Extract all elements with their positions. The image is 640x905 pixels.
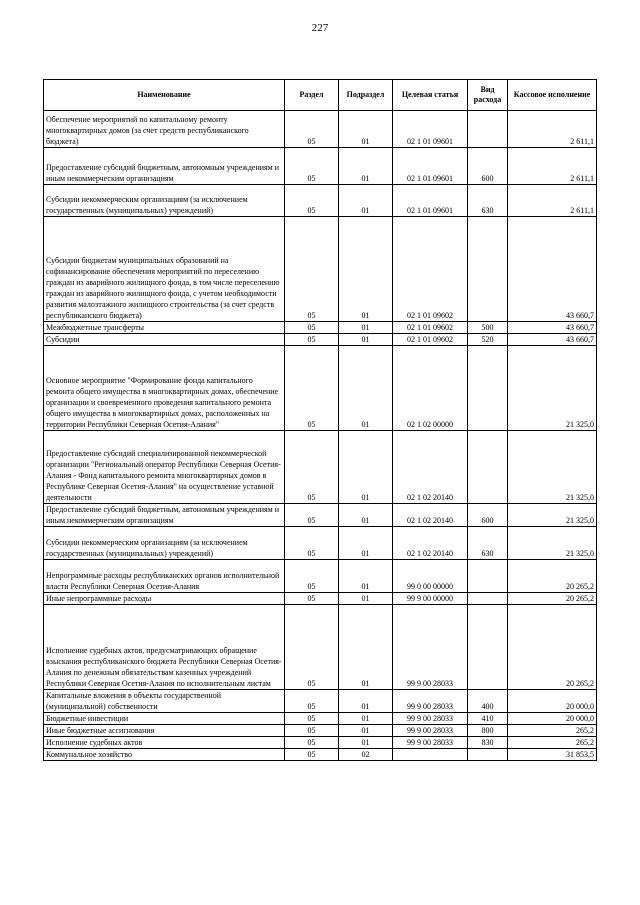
table-row	[44, 431, 597, 504]
cell-expense-kind: 830	[468, 737, 508, 749]
table-row	[44, 737, 597, 749]
table-row	[44, 713, 597, 725]
table-header-row	[44, 80, 597, 111]
cell-cash-execution: 20 000,0	[508, 690, 597, 713]
table-row	[44, 322, 597, 334]
cell-subsection: 01	[339, 334, 393, 346]
cell-section: 05	[285, 749, 339, 761]
cell-cash-execution: 43 660,7	[508, 217, 597, 322]
cell-subsection: 01	[339, 346, 393, 431]
cell-target-article	[393, 749, 468, 761]
cell-subsection: 01	[339, 217, 393, 322]
cell-expense-kind: 600	[468, 504, 508, 527]
cell-target-article: 99 9 00 28033	[393, 725, 468, 737]
cell-name: Коммунальное хозяйство	[44, 749, 285, 761]
cell-target-article: 02 1 02 20140	[393, 431, 468, 504]
cell-cash-execution: 43 660,7	[508, 322, 597, 334]
cell-cash-execution: 21 325,0	[508, 346, 597, 431]
table-row	[44, 217, 597, 322]
cell-section: 05	[285, 148, 339, 185]
cell-name: Непрограммные расходы республиканских органов исполнительной власти Республики Северная Осетия-Алания	[44, 560, 285, 593]
cell-section: 05	[285, 593, 339, 605]
cell-section: 05	[285, 322, 339, 334]
cell-target-article: 02 1 01 09601	[393, 148, 468, 185]
table-row	[44, 605, 597, 690]
cell-section: 05	[285, 605, 339, 690]
cell-name: Межбюджетные трансферты	[44, 322, 285, 334]
cell-expense-kind: 600	[468, 148, 508, 185]
cell-target-article: 02 1 01 09602	[393, 217, 468, 322]
header-target-article: Целевая статья	[393, 80, 468, 111]
cell-expense-kind	[468, 605, 508, 690]
cell-name: Бюджетные инвестиции	[44, 713, 285, 725]
cell-name: Обеспечение мероприятий по капитальному ремонту многоквартирных домов (за счет средств республиканского бюджета)	[44, 111, 285, 148]
cell-expense-kind	[468, 346, 508, 431]
cell-cash-execution: 265,2	[508, 737, 597, 749]
cell-expense-kind	[468, 111, 508, 148]
cell-target-article: 99 9 00 28033	[393, 690, 468, 713]
table-row	[44, 690, 597, 713]
header-expense-kind: Вид расхода	[468, 80, 508, 111]
cell-target-article: 99 0 00 00000	[393, 560, 468, 593]
cell-cash-execution: 21 325,0	[508, 504, 597, 527]
table-body	[44, 111, 597, 761]
cell-cash-execution: 31 853,5	[508, 749, 597, 761]
table-row	[44, 148, 597, 185]
table-row	[44, 334, 597, 346]
table-row	[44, 185, 597, 217]
cell-section: 05	[285, 185, 339, 217]
cell-subsection: 01	[339, 527, 393, 560]
table-row	[44, 593, 597, 605]
cell-name: Капитальные вложения в объекты государственной (муниципальной) собственности	[44, 690, 285, 713]
cell-section: 05	[285, 527, 339, 560]
cell-expense-kind	[468, 593, 508, 605]
cell-subsection: 02	[339, 749, 393, 761]
cell-subsection: 01	[339, 322, 393, 334]
cell-cash-execution: 43 660,7	[508, 334, 597, 346]
cell-cash-execution: 2 611,1	[508, 185, 597, 217]
cell-name: Иные непрограммные расходы	[44, 593, 285, 605]
cell-target-article: 02 1 01 09601	[393, 185, 468, 217]
cell-name: Исполнение судебных актов, предусматривающих обращение взыскания республиканского бюджета Республики Северная Осетия-Алания по денежным обязательствам казенных учреждений Республики Северная Осетия-Алания по исполнительным листам	[44, 605, 285, 690]
cell-expense-kind: 500	[468, 322, 508, 334]
cell-section: 05	[285, 504, 339, 527]
cell-section: 05	[285, 111, 339, 148]
cell-section: 05	[285, 346, 339, 431]
cell-name: Предоставление субсидий бюджетным, автономным учреждениям и иным некоммерческим организациям	[44, 504, 285, 527]
cell-expense-kind	[468, 217, 508, 322]
cell-name: Субсидии бюджетам муниципальных образований на софинансирование обеспечения мероприятий по переселению граждан из аварийного жилищного фонда, в том числе переселению граждан из аварийного жилищного фонда, с учетом необходимости развития малоэтажного жилищного строительства (за счет средств республиканского бюджета)	[44, 217, 285, 322]
cell-name: Субсидии некоммерческим организациям (за исключением государственных (муниципальных) учреждений)	[44, 527, 285, 560]
cell-expense-kind: 630	[468, 527, 508, 560]
cell-expense-kind: 410	[468, 713, 508, 725]
cell-target-article: 99 9 00 28033	[393, 737, 468, 749]
cell-expense-kind	[468, 560, 508, 593]
table-row	[44, 527, 597, 560]
cell-name: Исполнение судебных актов	[44, 737, 285, 749]
cell-subsection: 01	[339, 593, 393, 605]
cell-section: 05	[285, 560, 339, 593]
cell-expense-kind: 400	[468, 690, 508, 713]
cell-expense-kind	[468, 749, 508, 761]
table-row	[44, 346, 597, 431]
cell-name: Основное мероприятие "Формирование фонда капитального ремонта общего имущества в многоквартирных домах, обеспечение организации и своевременного проведения капитального ремонта общего имущества в многоквартирных домах, расположенных на территории Республики Северная Осетия-Алания"	[44, 346, 285, 431]
cell-subsection: 01	[339, 560, 393, 593]
cell-cash-execution: 20 265,2	[508, 605, 597, 690]
cell-section: 05	[285, 334, 339, 346]
cell-name: Предоставление субсидий бюджетным, автономным учреждениям и иным некоммерческим организациям	[44, 148, 285, 185]
cell-target-article: 99 9 00 28033	[393, 713, 468, 725]
cell-expense-kind: 800	[468, 725, 508, 737]
table-row	[44, 111, 597, 148]
table-row	[44, 749, 597, 761]
header-subsection: Подраздел	[339, 80, 393, 111]
cell-section: 05	[285, 217, 339, 322]
cell-expense-kind: 630	[468, 185, 508, 217]
cell-subsection: 01	[339, 431, 393, 504]
cell-target-article: 02 1 01 09601	[393, 111, 468, 148]
table-row	[44, 725, 597, 737]
header-cash-execution: Кассовое исполнение	[508, 80, 597, 111]
cell-cash-execution: 2 611,1	[508, 111, 597, 148]
cell-name: Субсидии	[44, 334, 285, 346]
cell-section: 05	[285, 431, 339, 504]
cell-expense-kind	[468, 431, 508, 504]
cell-subsection: 01	[339, 690, 393, 713]
cell-target-article: 99 9 00 28033	[393, 605, 468, 690]
cell-subsection: 01	[339, 111, 393, 148]
cell-target-article: 02 1 02 00000	[393, 346, 468, 431]
cell-cash-execution: 20 000,0	[508, 713, 597, 725]
cell-cash-execution: 21 325,0	[508, 527, 597, 560]
cell-subsection: 01	[339, 148, 393, 185]
cell-target-article: 99 9 00 00000	[393, 593, 468, 605]
cell-cash-execution: 2 611,1	[508, 148, 597, 185]
cell-section: 05	[285, 725, 339, 737]
cell-target-article: 02 1 02 20140	[393, 504, 468, 527]
cell-name: Субсидии некоммерческим организациям (за исключением государственных (муниципальных) учреждений)	[44, 185, 285, 217]
header-section: Раздел	[285, 80, 339, 111]
cell-cash-execution: 265,2	[508, 725, 597, 737]
header-name: Наименование	[44, 80, 285, 111]
table-row	[44, 560, 597, 593]
budget-table	[43, 79, 597, 761]
cell-cash-execution: 20 265,2	[508, 560, 597, 593]
cell-subsection: 01	[339, 185, 393, 217]
cell-subsection: 01	[339, 504, 393, 527]
page-number: 227	[311, 22, 329, 34]
table-row	[44, 504, 597, 527]
cell-target-article: 02 1 01 09602	[393, 334, 468, 346]
cell-cash-execution: 20 265,2	[508, 593, 597, 605]
cell-subsection: 01	[339, 737, 393, 749]
cell-subsection: 01	[339, 605, 393, 690]
cell-subsection: 01	[339, 713, 393, 725]
cell-expense-kind: 520	[468, 334, 508, 346]
cell-name: Иные бюджетные ассигнования	[44, 725, 285, 737]
cell-target-article: 02 1 02 20140	[393, 527, 468, 560]
cell-section: 05	[285, 713, 339, 725]
cell-target-article: 02 1 01 09602	[393, 322, 468, 334]
cell-cash-execution: 21 325,0	[508, 431, 597, 504]
cell-section: 05	[285, 737, 339, 749]
cell-subsection: 01	[339, 725, 393, 737]
cell-name: Предоставление субсидий специализированной некоммерческой организации "Региональный оператор Республики Северная Осетия-Алания - Фонд капитального ремонта многоквартирных домов в Республике Северная Осетия-Алания" на осуществление уставной деятельности	[44, 431, 285, 504]
cell-section: 05	[285, 690, 339, 713]
